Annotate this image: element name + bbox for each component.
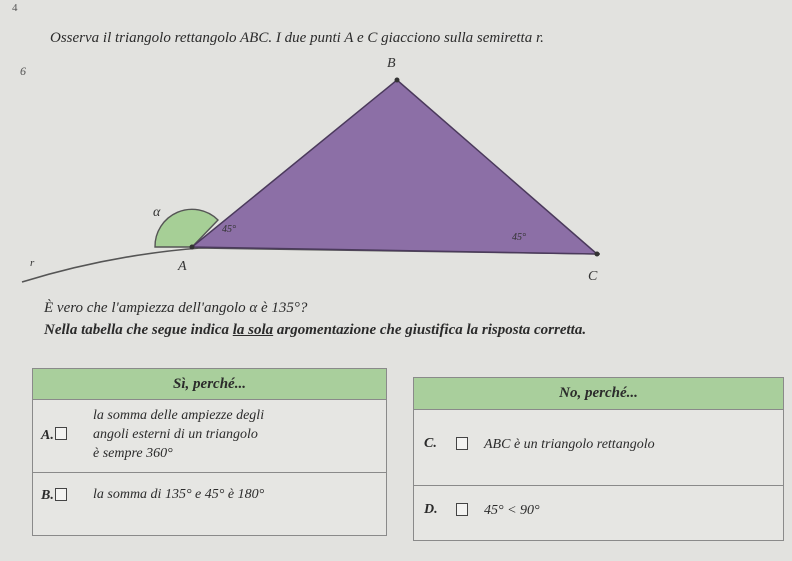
option-a-text-1: la somma delle ampiezze degli bbox=[93, 408, 265, 423]
option-b-text: la somma di 135° e 45° è 180° bbox=[93, 487, 265, 502]
no-panel bbox=[413, 377, 784, 541]
label-a: A bbox=[178, 259, 187, 274]
option-c-text: ABC è un triangolo rettangolo bbox=[484, 437, 655, 452]
option-a-letter: A. bbox=[41, 428, 54, 443]
option-a-text-2: angoli esterni di un triangolo bbox=[93, 427, 258, 442]
yes-panel bbox=[32, 368, 387, 536]
option-d-row bbox=[414, 486, 783, 538]
question-line-1: È vero che l'ampiezza dell'angolo α è 135°? bbox=[44, 300, 308, 316]
page-number: 4 bbox=[12, 2, 18, 14]
point-c bbox=[595, 252, 600, 257]
option-b-letter: B. bbox=[41, 488, 54, 503]
option-c-row bbox=[414, 410, 783, 486]
no-panel-header: No, perché... bbox=[414, 378, 783, 410]
label-angle-a: 45° bbox=[222, 224, 236, 235]
label-alpha: α bbox=[153, 205, 161, 220]
question-line-2 bbox=[44, 322, 586, 339]
option-a-row bbox=[33, 400, 386, 473]
question-line-2-end: argomentazione che giustifica la risposta corretta. bbox=[273, 322, 587, 338]
side-mark: 6 bbox=[20, 64, 26, 78]
label-c: C bbox=[588, 269, 598, 284]
option-d-checkbox[interactable] bbox=[456, 503, 468, 516]
option-d-letter: D. bbox=[424, 502, 438, 517]
option-d-text: 45° < 90° bbox=[484, 503, 540, 518]
yes-panel-header: Sì, perché... bbox=[33, 369, 386, 400]
label-r: r bbox=[30, 257, 35, 269]
label-angle-c: 45° bbox=[512, 232, 526, 243]
option-c-letter: C. bbox=[424, 436, 437, 451]
option-b-checkbox[interactable] bbox=[55, 488, 67, 501]
point-b bbox=[395, 78, 400, 83]
option-a-checkbox[interactable] bbox=[55, 427, 67, 440]
option-c-checkbox[interactable] bbox=[456, 437, 468, 450]
option-b-row bbox=[33, 473, 386, 523]
label-b: B bbox=[387, 56, 396, 71]
option-a-text-3: è sempre 360° bbox=[93, 446, 173, 461]
exercise-intro: Osserva il triangolo rettangolo ABC. I due punti A e C giacciono sulla semiretta r. bbox=[50, 30, 544, 46]
question-line-2-start: Nella tabella che segue indica bbox=[44, 322, 233, 338]
question-underlined-text: la sola bbox=[232, 322, 274, 338]
point-a bbox=[190, 245, 195, 250]
triangle-abc bbox=[192, 80, 597, 254]
